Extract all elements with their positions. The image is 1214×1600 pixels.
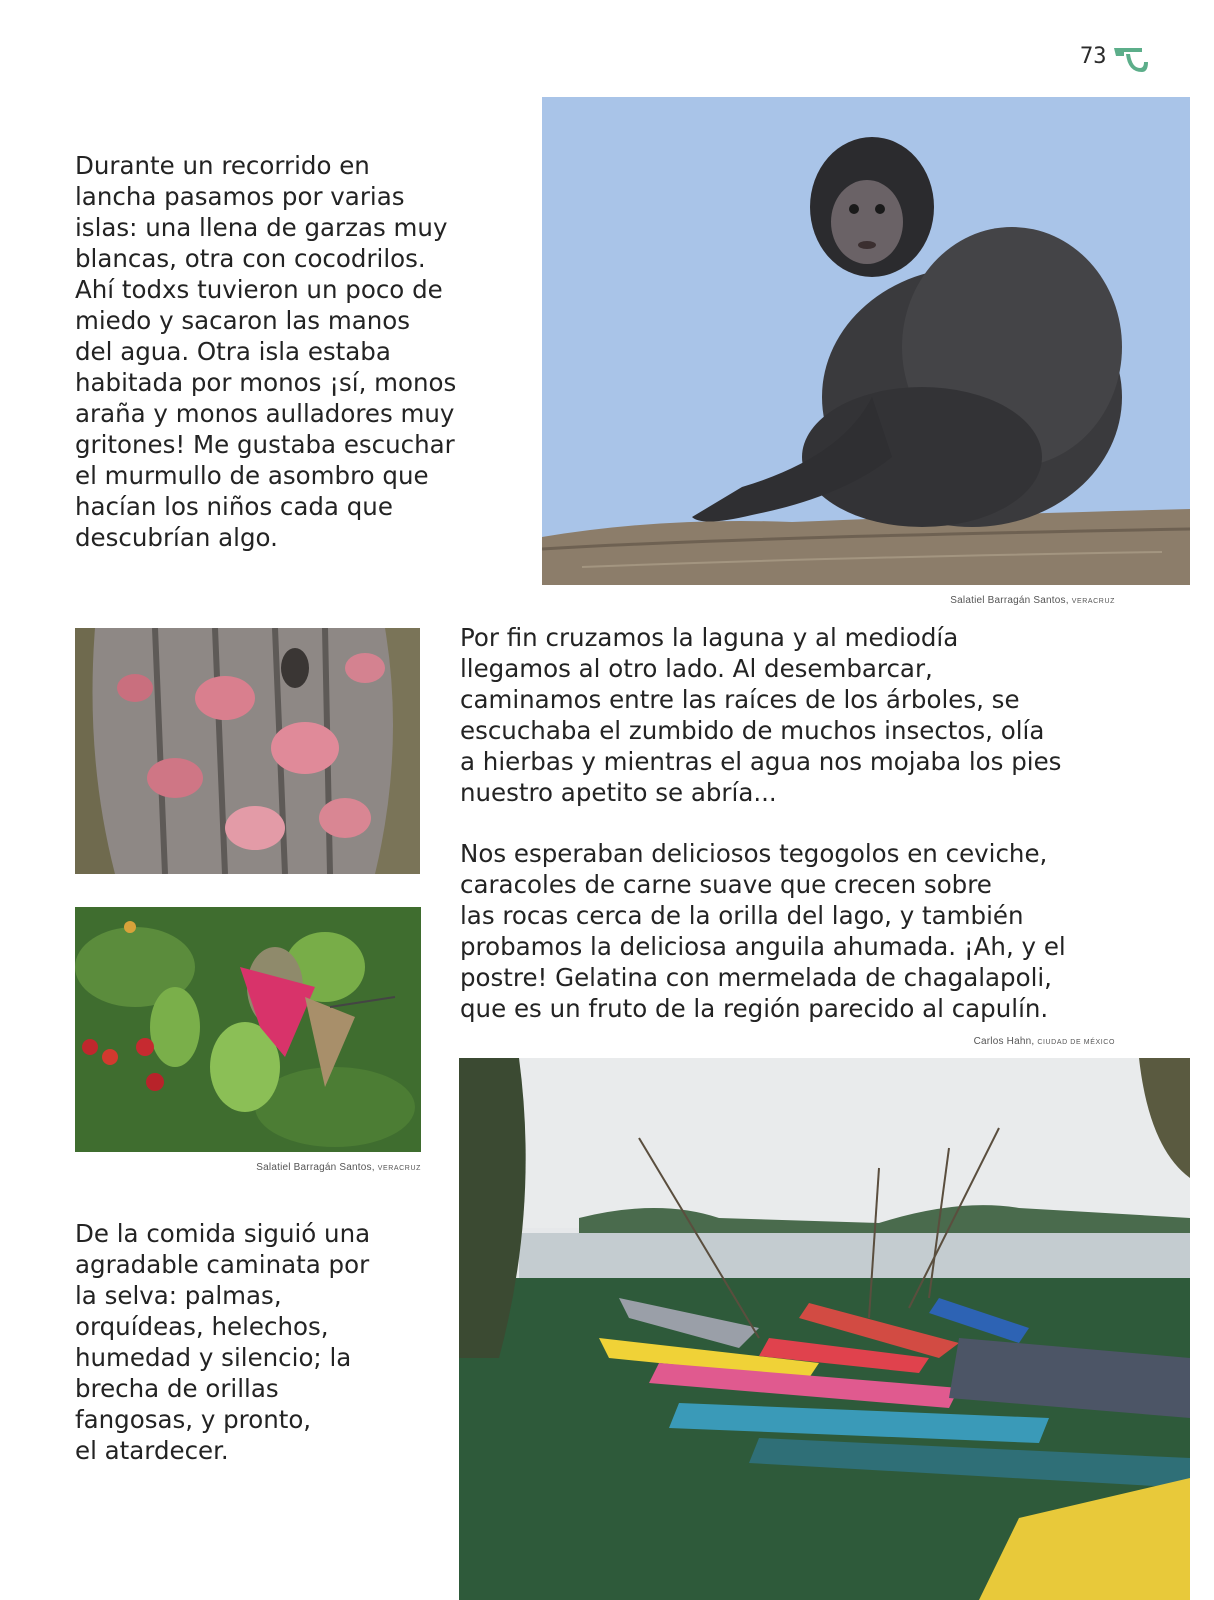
intro-paragraph: Durante un recorrido en lancha pasamos por varias islas: una llena de garzas muy blancas, otra con cocodrilos. Ahí todxs tuvieron un poco de miedo y sacaron las manos del agua. Otra isla estaba habitada por monos ¡sí, monos araña y monos aulladores muy gritones! Me gustaba escuchar el murmullo de asombro que hacían los niños cada que descubrían algo. [75, 151, 457, 552]
caption-place: VERACRUZ [377, 1165, 421, 1172]
caption-place: CIUDAD DE MÉXICO [1037, 1039, 1115, 1046]
caption-place: VERACRUZ [1071, 598, 1115, 605]
lagoon-canoes-photo [459, 1058, 1190, 1600]
spider-monkey-photo [542, 97, 1190, 585]
tilde-glyph-icon [1112, 42, 1152, 76]
food-paragraph: Nos esperaban deliciosos tegogolos en ceviche, caracoles de carne suave que crecen sobre las rocas cerca de la orilla del lago, y también probamos la deliciosa anguila ahumada. ¡Ah, y el postre! Gelatina con mermelada de chagalapoli, que es un fruto de la región parecido al capulín. [460, 839, 1066, 1023]
insect-photo-caption [200, 1162, 421, 1173]
caption-author: Carlos Hahn, [973, 1036, 1035, 1047]
caption-author: Salatiel Barragán Santos, [256, 1162, 375, 1173]
page-number: 73 [1080, 44, 1107, 69]
walk-paragraph: De la comida siguió una agradable caminata por la selva: palmas, orquídeas, helechos, humedad y silencio; la brecha de orillas fangosas, y pronto, el atardecer. [75, 1219, 371, 1465]
grasshopper-on-coffee-plant-photo [75, 907, 421, 1152]
crossing-paragraph: Por fin cruzamos la laguna y al mediodía llegamos al otro lado. Al desembarcar, caminamos entre las raíces de los árboles, se escuchaba el zumbido de muchos insectos, olía a hierbas y mientras el agua nos mojaba los pies nuestro apetito se abría... [460, 623, 1062, 807]
caption-author: Salatiel Barragán Santos, [950, 595, 1069, 606]
tree-trunk-lichen-photo [75, 628, 420, 874]
lagoon-photo-caption [860, 1036, 1115, 1047]
monkey-photo-caption [830, 595, 1115, 606]
